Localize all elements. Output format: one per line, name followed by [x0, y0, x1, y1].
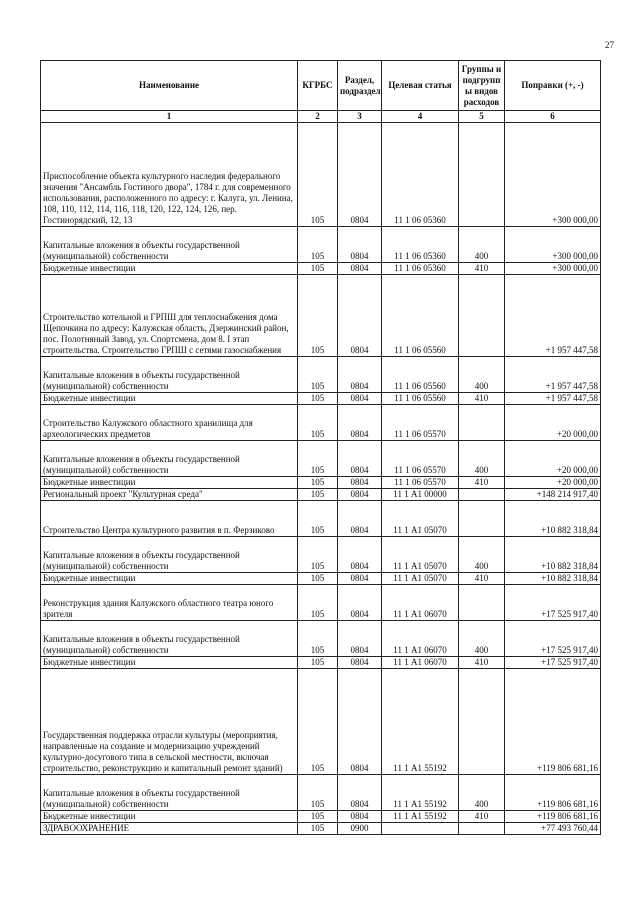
- cell-name: Бюджетные инвестиции: [41, 393, 298, 405]
- table-row: [41, 501, 601, 537]
- table-row: [41, 489, 601, 501]
- cell-kgrbs: 105: [298, 811, 338, 823]
- cell-target: 11 1 06 05560: [382, 393, 459, 405]
- cell-amount: +1 957 447,58: [505, 393, 601, 405]
- cell-group: [459, 669, 505, 775]
- cell-group: [459, 123, 505, 227]
- header-amendments: Поправки (+, -): [505, 61, 601, 111]
- cell-section: 0804: [338, 585, 382, 621]
- cell-target: [382, 823, 459, 835]
- cell-group: [459, 501, 505, 537]
- cell-target: 11 1 А1 06070: [382, 657, 459, 669]
- header-row: [41, 61, 601, 111]
- cell-name: Капитальные вложения в объекты государственной (муниципальной) собственности: [41, 775, 298, 811]
- cell-target: 11 1 06 05570: [382, 477, 459, 489]
- cell-kgrbs: 105: [298, 537, 338, 573]
- cell-name: Капитальные вложения в объекты государственной (муниципальной) собственности: [41, 357, 298, 393]
- cell-section: 0804: [338, 775, 382, 811]
- cell-kgrbs: 105: [298, 621, 338, 657]
- cell-name: Региональный проект "Культурная среда": [41, 489, 298, 501]
- cell-name: Капитальные вложения в объекты государственной (муниципальной) собственности: [41, 227, 298, 263]
- table-row: [41, 669, 601, 775]
- cell-group: 400: [459, 441, 505, 477]
- cell-kgrbs: 105: [298, 393, 338, 405]
- cell-kgrbs: 105: [298, 573, 338, 585]
- cell-kgrbs: 105: [298, 501, 338, 537]
- cell-kgrbs: 105: [298, 405, 338, 441]
- cell-amount: +300 000,00: [505, 227, 601, 263]
- table-row: [41, 357, 601, 393]
- cell-target: 11 1 А1 06070: [382, 585, 459, 621]
- cell-amount: +20 000,00: [505, 477, 601, 489]
- cell-group: 400: [459, 775, 505, 811]
- cell-name: ЗДРАВООХРАНЕНИЕ: [41, 823, 298, 835]
- cell-kgrbs: 105: [298, 823, 338, 835]
- table-body: [41, 123, 601, 835]
- cell-group: 400: [459, 621, 505, 657]
- cell-section: 0804: [338, 621, 382, 657]
- cell-section: 0804: [338, 573, 382, 585]
- cell-name: Приспособление объекта культурного наследия федерального значения "Ансамбль Гостиного двора", 1784 г. для современного использования, расположенного по адресу: г. Калуга, ул. Ленина, 108, 110, 112, 114, 116, 118, 120, 122, 124, 126, пер. Гостинорядский, 12, 13: [41, 123, 298, 227]
- cell-target: 11 1 А1 00000: [382, 489, 459, 501]
- cell-group: 400: [459, 537, 505, 573]
- cell-section: 0804: [338, 489, 382, 501]
- cell-section: 0900: [338, 823, 382, 835]
- cell-amount: +20 000,00: [505, 405, 601, 441]
- cell-kgrbs: 105: [298, 357, 338, 393]
- cell-kgrbs: 105: [298, 585, 338, 621]
- cell-target: 11 1 06 05570: [382, 405, 459, 441]
- cell-kgrbs: 105: [298, 669, 338, 775]
- cell-group: [459, 405, 505, 441]
- cell-group: 410: [459, 811, 505, 823]
- cell-amount: +119 806 681,16: [505, 811, 601, 823]
- budget-table: [40, 60, 601, 835]
- cell-section: 0804: [338, 357, 382, 393]
- table-row: [41, 585, 601, 621]
- cell-group: [459, 585, 505, 621]
- cell-section: 0804: [338, 501, 382, 537]
- cell-amount: +10 882 318,84: [505, 501, 601, 537]
- header-section: Раздел, подраздел: [338, 61, 382, 111]
- cell-target: 11 1 06 05360: [382, 263, 459, 275]
- cell-target: 11 1 А1 55192: [382, 811, 459, 823]
- column-number-row: [41, 111, 601, 123]
- cell-section: 0804: [338, 669, 382, 775]
- cell-amount: +300 000,00: [505, 263, 601, 275]
- cell-section: 0804: [338, 275, 382, 357]
- cell-amount: +300 000,00: [505, 123, 601, 227]
- cell-target: 11 1 06 05570: [382, 441, 459, 477]
- cell-target: 11 1 06 05360: [382, 227, 459, 263]
- cell-name: Бюджетные инвестиции: [41, 477, 298, 489]
- cell-group: [459, 823, 505, 835]
- cell-name: Капитальные вложения в объекты государственной (муниципальной) собственности: [41, 621, 298, 657]
- table-row: [41, 405, 601, 441]
- cell-kgrbs: 105: [298, 441, 338, 477]
- cell-amount: +1 957 447,58: [505, 357, 601, 393]
- cell-section: 0804: [338, 441, 382, 477]
- cell-amount: +119 806 681,16: [505, 669, 601, 775]
- cell-target: 11 1 А1 05070: [382, 573, 459, 585]
- cell-section: 0804: [338, 811, 382, 823]
- cell-group: 410: [459, 657, 505, 669]
- cell-section: 0804: [338, 227, 382, 263]
- cell-section: 0804: [338, 537, 382, 573]
- table-row: [41, 823, 601, 835]
- cell-group: [459, 489, 505, 501]
- column-number: 2: [298, 111, 338, 123]
- table-row: [41, 621, 601, 657]
- table-row: [41, 275, 601, 357]
- header-groups: Группы и подгрупп ы видов расходов: [459, 61, 505, 111]
- cell-name: Строительство котельной и ГРПШ для теплоснабжения дома Щепочкина по адресу: Калужская область, Дзержинский район, пос. Полотняный Завод, ул. Спортсмена, дом 8. I этап строительства. Строительство ГРПШ с сетями газоснабжения: [41, 275, 298, 357]
- cell-kgrbs: 105: [298, 775, 338, 811]
- cell-kgrbs: 105: [298, 227, 338, 263]
- column-number: 3: [338, 111, 382, 123]
- cell-section: 0804: [338, 123, 382, 227]
- table-row: [41, 573, 601, 585]
- cell-name: Строительство Центра культурного развития в п. Ферзиково: [41, 501, 298, 537]
- column-number: 6: [505, 111, 601, 123]
- cell-section: 0804: [338, 393, 382, 405]
- table-row: [41, 123, 601, 227]
- cell-kgrbs: 105: [298, 657, 338, 669]
- cell-name: Государственная поддержка отрасли культуры (мероприятия, направленные на создание и модернизацию учреждений культурно-досугового типа в сельской местности, включая строительство, реконструкцию и капитальный ремонт зданий): [41, 669, 298, 775]
- column-number: 5: [459, 111, 505, 123]
- table-row: [41, 263, 601, 275]
- cell-amount: +10 882 318,84: [505, 537, 601, 573]
- cell-target: 11 1 06 05560: [382, 357, 459, 393]
- page-number: 27: [605, 40, 614, 50]
- cell-amount: +20 000,00: [505, 441, 601, 477]
- cell-amount: +17 525 917,40: [505, 585, 601, 621]
- cell-target: 11 1 06 05360: [382, 123, 459, 227]
- table-row: [41, 393, 601, 405]
- cell-kgrbs: 105: [298, 477, 338, 489]
- table-row: [41, 537, 601, 573]
- table-row: [41, 811, 601, 823]
- cell-name: Бюджетные инвестиции: [41, 657, 298, 669]
- cell-target: 11 1 06 05560: [382, 275, 459, 357]
- cell-target: 11 1 А1 06070: [382, 621, 459, 657]
- cell-name: Капитальные вложения в объекты государственной (муниципальной) собственности: [41, 441, 298, 477]
- cell-kgrbs: 105: [298, 263, 338, 275]
- cell-group: [459, 275, 505, 357]
- cell-name: Реконструкция здания Калужского областного театра юного зрителя: [41, 585, 298, 621]
- cell-amount: +17 525 917,40: [505, 621, 601, 657]
- header-target: Целевая статья: [382, 61, 459, 111]
- cell-section: 0804: [338, 477, 382, 489]
- cell-group: 400: [459, 357, 505, 393]
- cell-name: Бюджетные инвестиции: [41, 573, 298, 585]
- cell-amount: +119 806 681,16: [505, 775, 601, 811]
- cell-amount: +17 525 917,40: [505, 657, 601, 669]
- cell-kgrbs: 105: [298, 275, 338, 357]
- cell-group: 400: [459, 227, 505, 263]
- column-number: 1: [41, 111, 298, 123]
- cell-section: 0804: [338, 263, 382, 275]
- header-name: Наименование: [41, 61, 298, 111]
- cell-name: Бюджетные инвестиции: [41, 263, 298, 275]
- cell-target: 11 1 А1 55192: [382, 775, 459, 811]
- cell-group: 410: [459, 573, 505, 585]
- cell-amount: +1 957 447,58: [505, 275, 601, 357]
- cell-section: 0804: [338, 657, 382, 669]
- header-kgrbs: КГРБС: [298, 61, 338, 111]
- cell-amount: +77 493 760,44: [505, 823, 601, 835]
- cell-target: 11 1 А1 05070: [382, 537, 459, 573]
- cell-kgrbs: 105: [298, 123, 338, 227]
- table-row: [41, 441, 601, 477]
- cell-name: Капитальные вложения в объекты государственной (муниципальной) собственности: [41, 537, 298, 573]
- table-row: [41, 477, 601, 489]
- cell-name: Строительство Калужского областного хранилища для археологических предметов: [41, 405, 298, 441]
- cell-section: 0804: [338, 405, 382, 441]
- column-number: 4: [382, 111, 459, 123]
- cell-kgrbs: 105: [298, 489, 338, 501]
- cell-amount: +10 882 318,84: [505, 573, 601, 585]
- table-row: [41, 775, 601, 811]
- cell-amount: +148 214 917,40: [505, 489, 601, 501]
- cell-name: Бюджетные инвестиции: [41, 811, 298, 823]
- cell-group: 410: [459, 393, 505, 405]
- table-row: [41, 227, 601, 263]
- cell-group: 410: [459, 477, 505, 489]
- cell-target: 11 1 А1 55192: [382, 669, 459, 775]
- table-row: [41, 657, 601, 669]
- cell-target: 11 1 А1 05070: [382, 501, 459, 537]
- cell-group: 410: [459, 263, 505, 275]
